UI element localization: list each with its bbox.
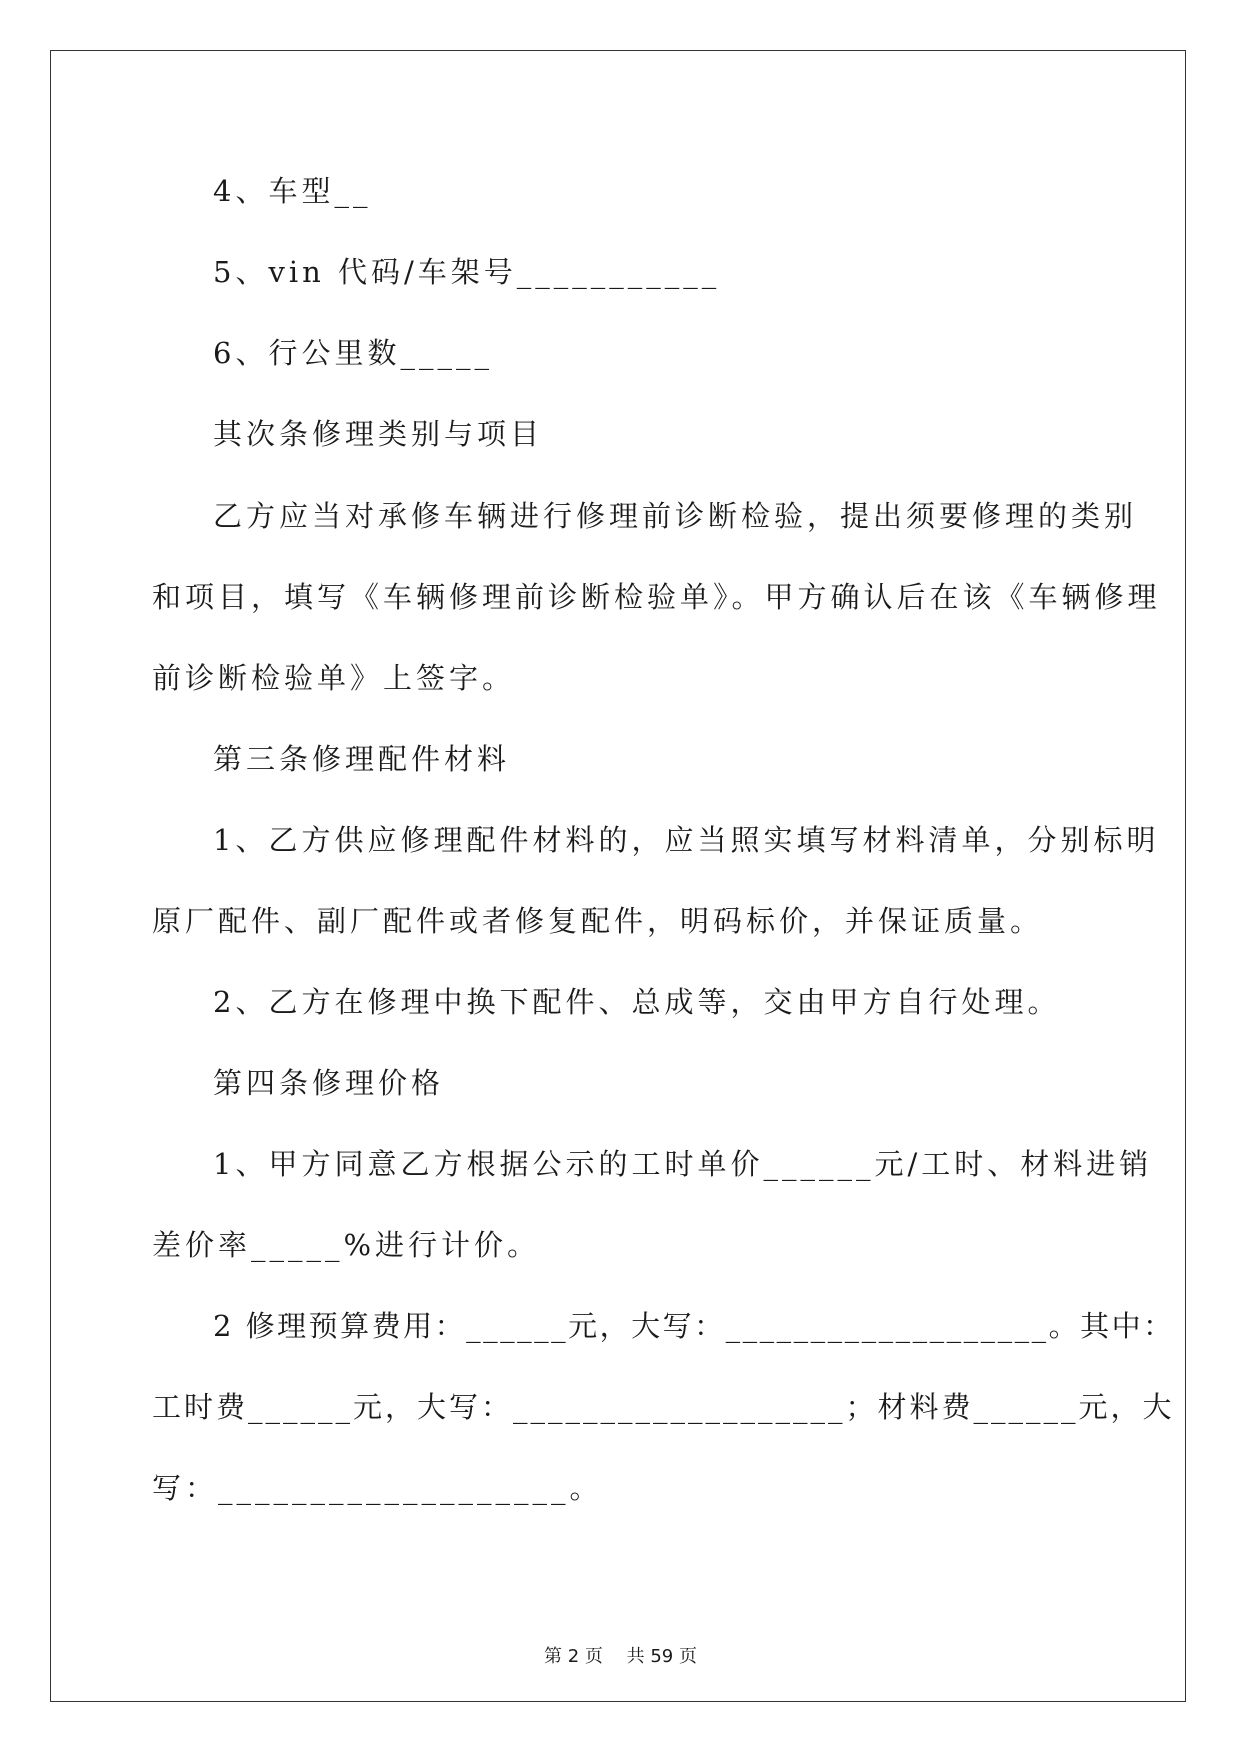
paragraph-line: 工时费______元，大写：___________________；材料费______元，大	[152, 1390, 1175, 1424]
section-heading-article-4: 第四条修理价格	[213, 1066, 445, 1100]
page-number-footer: 第 2 页 共 59 页	[544, 1646, 697, 1667]
paragraph-line: 和项目，填写《车辆修理前诊断检验单》。甲方确认后在该《车辆修理	[152, 580, 1161, 614]
paragraph-line: 前诊断检验单》上签字。	[152, 661, 516, 695]
text-line-vehicle-model: 4、车型__	[213, 174, 372, 208]
paragraph-line: 写：___________________。	[152, 1471, 603, 1505]
text-line-vin: 5、vin 代码/车架号___________	[213, 255, 721, 289]
text-line-mileage: 6、行公里数_____	[213, 336, 493, 370]
paragraph-line: 1、乙方供应修理配件材料的，应当照实填写材料清单，分别标明	[213, 823, 1160, 857]
paragraph-line: 1、甲方同意乙方根据公示的工时单价______元/工时、材料进销	[213, 1147, 1153, 1181]
section-heading-article-3: 第三条修理配件材料	[213, 742, 511, 776]
paragraph-line: 2、乙方在修理中换下配件、总成等，交由甲方自行处理。	[213, 985, 1061, 1019]
paragraph-line: 原厂配件、副厂配件或者修复配件，明码标价，并保证质量。	[152, 904, 1044, 938]
paragraph-line: 差价率_____%进行计价。	[152, 1228, 541, 1262]
page-border	[50, 50, 1186, 1702]
section-heading-article-2: 其次条修理类别与项目	[213, 417, 544, 451]
paragraph-line: 乙方应当对承修车辆进行修理前诊断检验，提出须要修理的类别	[213, 499, 1138, 533]
paragraph-line: 2 修理预算费用：______元，大写：___________________。其中：	[213, 1309, 1175, 1343]
